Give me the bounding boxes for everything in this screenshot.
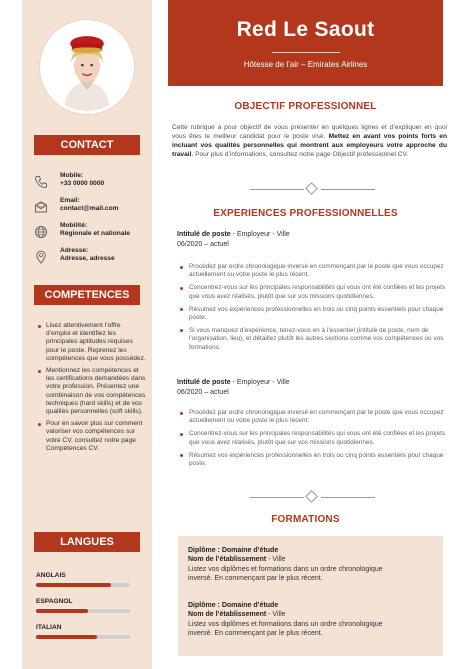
job-dates: 06/2020 – actuel: [177, 388, 229, 396]
contact-item-email: [34, 197, 150, 222]
experiences-heading: EXPERIENCES PROFESSIONNELLES: [213, 208, 398, 219]
header-divider: [272, 52, 340, 53]
formation-school: Nom de l’établissement: [188, 611, 267, 619]
language-level-bar: [36, 635, 130, 639]
job-employer: - Employeur - Ville: [230, 231, 290, 238]
langues-heading: LANGUES: [34, 532, 140, 552]
language-level-bar: [36, 583, 130, 587]
competence-item: Pour en savoir plus sur comment valoriser vos compétences sur votre CV, consultez notre page Compétences CV.: [36, 420, 146, 453]
objectif-text-bold: Mettez en avant vos points forts en incluant vos qualités personnelles qui montrent aux employeurs votre approche du travail: [172, 133, 447, 158]
contact-value: contact@mail.com: [60, 205, 119, 212]
competence-item: Mentionnez les compétences et les certifications demandées dans votre profession. Présentez une combinaison de vos compétences techniques (hard skills) et de vos qualités personnelles (soft skills).: [36, 367, 146, 416]
diamond-icon: [305, 490, 318, 503]
job-position: Intitulé de poste: [177, 379, 231, 386]
language-name: ANGLAIS: [36, 572, 66, 579]
language-level-fill: [36, 609, 88, 613]
language-item: [36, 597, 152, 623]
language-name: ITALIAN: [36, 624, 62, 631]
job-bullet-list: [177, 263, 447, 352]
header-banner: [168, 0, 443, 86]
job-bullet: Procédez par ordre chronologique inversé en commençant par le poste que vous occupez actuellement ou votre poste le plus récent.: [177, 409, 447, 426]
formation-entry: [188, 601, 438, 639]
contact-label: Mobilité:: [60, 222, 88, 229]
language-level-fill: [36, 635, 97, 639]
formation-entry: [188, 546, 438, 584]
language-item: [36, 623, 152, 649]
objectif-text-outro: . Pour plus d’informations, consultez notre page Objectif professionnel CV.: [191, 151, 409, 158]
formation-school: Nom de l’établissement: [188, 556, 267, 564]
formation-description: Listez vos diplômes et formations dans un ordre chronologique: [188, 620, 383, 628]
language-item: [36, 571, 152, 597]
job-header: [177, 230, 447, 240]
contact-item-mobilite: [34, 222, 150, 247]
profile-photo-illustration: [43, 23, 131, 111]
competences-heading: COMPETENCES: [34, 285, 140, 305]
job-bullet: Résumez vos expériences professionnelles en trois ou cinq points essentiels pour chaque poste.: [177, 306, 447, 323]
job-bullet: Concentrez-vous sur les principales responsabilités qui vous ont été confiées et les projets que vous avez réalisés, plutôt que sur vos missions quotidiennes.: [177, 430, 447, 447]
candidate-name: Red Le Saout: [236, 18, 375, 41]
contact-list: [34, 172, 150, 272]
formation-degree: Diplôme : Domaine d’étude: [188, 602, 279, 609]
section-divider: [250, 491, 375, 503]
language-name: ESPAGNOL: [36, 598, 73, 605]
formations-heading: FORMATIONS: [271, 514, 340, 525]
job-bullet: Si vous manquez d’expérience, tenez-vous en à l’essentiel (intitulé de poste, nom de l’organisation, lieu), et détaillez plutôt les autres sections comme vos compétences ou vos formations.: [177, 327, 447, 352]
contact-heading: CONTACT: [34, 135, 140, 155]
phone-icon: [34, 175, 48, 189]
contact-label: Mobile:: [60, 172, 84, 179]
formation-degree: Diplôme : Domaine d’étude: [188, 547, 279, 554]
section-divider: [250, 183, 375, 195]
objectif-text: [172, 123, 447, 159]
contact-value: Adresse, adresse: [60, 255, 115, 262]
langues-list: [36, 571, 152, 649]
contact-value: +33 0000 0000: [60, 180, 105, 187]
profile-photo: [40, 20, 134, 114]
competences-list: [36, 322, 146, 457]
sidebar: [22, 0, 152, 669]
formation-description: inversé. En commençant par le plus récent.: [188, 575, 323, 583]
email-icon: [34, 200, 48, 214]
formations-box: [178, 536, 443, 656]
contact-label: Email:: [60, 197, 80, 204]
contact-label: Adresse:: [60, 247, 89, 254]
job-header: [177, 378, 447, 388]
job-dates: 06/2020 – actuel: [177, 240, 229, 248]
objectif-text-intro: Cette rubrique a pour objectif de vous présenter en quelques lignes et d’expliquer en quoi vous êtes le meilleur candidat pour le poste visé.: [172, 124, 447, 140]
job-bullet-list: [177, 409, 447, 468]
diamond-icon: [305, 182, 318, 195]
job-position: Intitulé de poste: [177, 231, 231, 238]
globe-icon: [34, 225, 48, 239]
experience-entry: [177, 378, 447, 473]
job-bullet: Procédez par ordre chronologique inversé en commençant par le poste que vous occupez actuellement ou votre poste le plus récent.: [177, 263, 447, 280]
formation-city: - Ville: [266, 611, 286, 619]
competence-item: Lisez attentivement l’offre d’emploi et identifiez les principales aptitudes requises pour le poste. Reprenez les compétences que vous possédez.: [36, 322, 146, 363]
formation-description: Listez vos diplômes et formations dans un ordre chronologique: [188, 565, 383, 573]
job-bullet: Concentrez-vous sur les principales responsabilités qui vous ont été confiées et les projets que vous avez réalisés, plutôt que sur vos missions quotidiennes.: [177, 284, 447, 301]
location-pin-icon: [34, 250, 48, 264]
formation-description: inversé. En commençant par le plus récent.: [188, 630, 323, 638]
job-bullet: Résumez vos expériences professionnelles en trois ou cinq points essentiels pour chaque poste.: [177, 452, 447, 469]
experience-entry: [177, 230, 447, 357]
job-title: Hôtesse de l’air – Emirates Airlines: [243, 60, 368, 69]
language-level-bar: [36, 609, 130, 613]
job-employer: - Employeur - Ville: [230, 379, 290, 386]
contact-item-adresse: [34, 247, 150, 272]
contact-value: Régionale et nationale: [60, 230, 130, 237]
objectif-heading: OBJECTIF PROFESSIONNEL: [234, 101, 377, 112]
contact-item-mobile: [34, 172, 150, 197]
language-level-fill: [36, 583, 111, 587]
formation-city: - Ville: [266, 556, 286, 564]
